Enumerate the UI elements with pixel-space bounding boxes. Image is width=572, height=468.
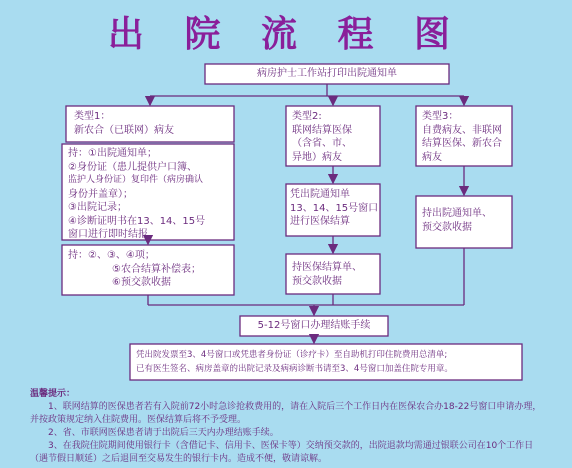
type3-line: 类型3： bbox=[422, 111, 459, 122]
type3-text bbox=[422, 110, 510, 164]
tips-heading: 温馨提示： bbox=[30, 389, 76, 399]
type3-line: 病友 bbox=[422, 151, 442, 163]
hold3-text bbox=[422, 207, 510, 234]
type3-line: 自费病友、非联网 bbox=[422, 124, 502, 136]
hold3-line: 持出院通知单、 bbox=[422, 208, 492, 219]
hold2-text bbox=[292, 261, 378, 288]
win2-line: 13、14、15号窗口 bbox=[290, 202, 379, 214]
type1-text bbox=[74, 110, 230, 137]
tip-item: 2、省、市联网医保患者请于出院后三天内办理结账手续。 bbox=[48, 428, 279, 438]
final-line: 凭出院发票至3、4号窗口或凭患者身份证（诊疗卡）至自助机打印住院费用总清单; bbox=[136, 350, 448, 360]
final-line: 已有医生签名、病房盖章的出院记录及病病诊断书请至3、4号窗口加盖住院专用章。 bbox=[136, 364, 453, 374]
type3-line: 结算医保、新农合 bbox=[422, 138, 502, 149]
docs2-text bbox=[68, 249, 232, 290]
final-text bbox=[136, 348, 520, 376]
docs1-line: 窗口进行即时结报。 bbox=[68, 229, 158, 240]
page-title: 出 院 流 程 图 bbox=[107, 14, 465, 55]
docs1-line: ②身份证（患儿提供户口簿、 bbox=[68, 161, 197, 173]
docs1-line: 监护人身份证）复印件（病房确认 bbox=[68, 175, 204, 185]
docs1-text bbox=[68, 147, 232, 242]
win2-line: 进行医保结算 bbox=[290, 216, 350, 227]
docs1-line: 身份并盖章）； bbox=[68, 188, 133, 200]
docs1-line: 持：①出院通知单； bbox=[68, 148, 157, 159]
tip-item: 1、联网结算的医保患者若有入院前72小时急诊抢救费用的，请在入院后三个工作日内在医保农合办18-22号窗口申请办理，并按政策规定纳入住院费用。医保结算后将不予受理。 bbox=[30, 402, 542, 425]
start-box-label: 病房护士工作站打印出院通知单 bbox=[257, 68, 397, 79]
type2-line: 异地）病友 bbox=[292, 151, 342, 163]
tips-section bbox=[30, 388, 550, 466]
docs2-line: ⑤农合结算补偿表； bbox=[112, 263, 201, 275]
docs2-line: 持：②、③、④项； bbox=[68, 250, 155, 261]
checkout-box-label: 5-12号窗口办理结账手续 bbox=[257, 320, 371, 331]
type2-line: 类型2: bbox=[292, 111, 322, 122]
docs1-line: ④诊断证明书在13、14、15号 bbox=[68, 215, 206, 227]
type1-line: 新农合（已联网）病友 bbox=[74, 124, 174, 136]
type2-text bbox=[292, 110, 378, 164]
type2-line: 联网结算医保 bbox=[292, 124, 352, 136]
hold3-line: 预交款收据 bbox=[422, 221, 472, 233]
tip-item: 3、在我院住院期间使用银行卡（含借记卡、信用卡、医保卡等）交纳预交款的，出院退款均需通过银联公司在10个工作日（遇节假日顺延）之后退回至交易发生的银行卡内。造成不便，敬请谅解。 bbox=[30, 441, 534, 464]
hold2-line: 持医保结算单、 bbox=[292, 262, 362, 273]
type2-line: （含省、市、 bbox=[292, 138, 352, 149]
docs2-line: ⑥预交款收据 bbox=[112, 277, 171, 288]
win2-line: 凭出院通知单 bbox=[290, 189, 350, 200]
hold2-line: 预交款收据 bbox=[292, 275, 342, 287]
type1-line: 类型1： bbox=[74, 111, 111, 122]
win2-text bbox=[290, 188, 378, 229]
docs1-line: ③出院记录； bbox=[68, 202, 127, 213]
